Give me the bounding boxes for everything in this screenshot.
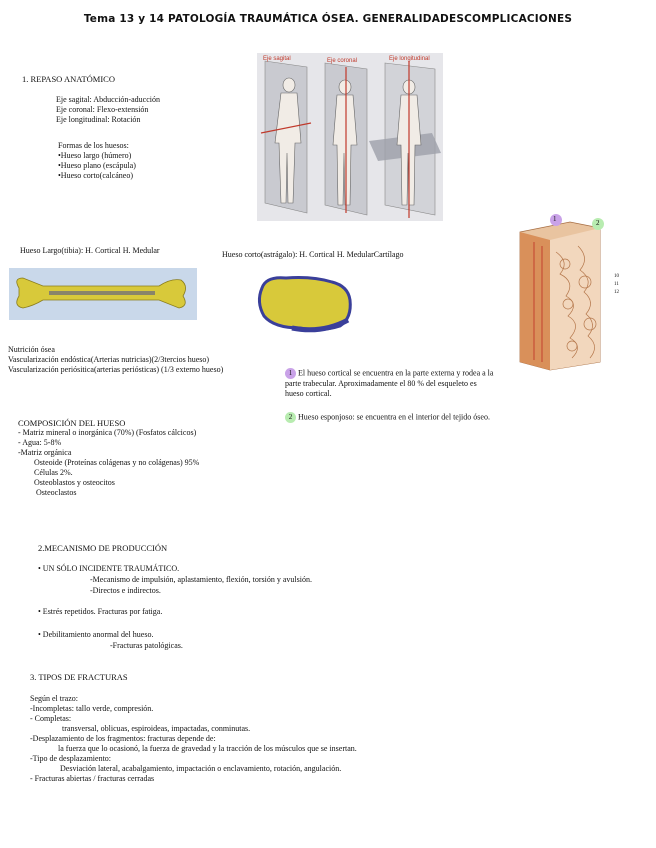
- note-cortical: [285, 368, 493, 399]
- note-badge-1: 1: [285, 368, 296, 379]
- nutricion-periostica: Vascularización periósitica(arterias periósticas) (1/3 externo hueso): [8, 365, 224, 374]
- forma-corto: •Hueso corto(calcáneo): [58, 171, 133, 180]
- diagram-label-10: 10: [614, 274, 619, 279]
- note-esponjoso: [285, 412, 490, 423]
- formas-list: [58, 141, 136, 181]
- diagram-label-11: 11: [614, 282, 619, 287]
- nutricion-heading: Nutrición ósea: [8, 345, 55, 354]
- composicion-heading: COMPOSICIÓN DEL HUESO: [18, 418, 126, 428]
- composicion-line-3: -Matriz orgánica: [18, 448, 72, 457]
- tipos-line-8: Desviación lateral, acabalgamiento, impactación o enclavamiento, rotación, angulación.: [60, 764, 342, 773]
- bone-structure-diagram: [510, 212, 628, 374]
- diagram-label-1: 1: [553, 215, 557, 223]
- short-bone-caption: Hueso corto(astrágalo): H. Cortical H. MedularCartílago: [222, 250, 404, 259]
- formas-heading: Formas de los huesos:: [58, 141, 129, 150]
- diagram-label-12: 12: [614, 290, 619, 295]
- long-bone-figure: [9, 268, 197, 320]
- note-cortical-line-3: hueso cortical.: [285, 389, 332, 398]
- tipos-list: [30, 694, 357, 784]
- note-esponjoso-text: Hueso esponjoso: se encuentra en el interior del tejido óseo.: [298, 412, 490, 422]
- tipos-line-3: - Completas:: [30, 714, 72, 723]
- ejes-list: [56, 95, 160, 125]
- long-bone-caption: Hueso Largo(tibia): H. Cortical H. Medular: [20, 246, 160, 255]
- mecanismo-b3: • Debilitamiento anormal del hueso.: [38, 630, 154, 639]
- note-cortical-line-2: parte trabecular. Aproximadamente el 80 % del esqueleto es: [285, 379, 477, 388]
- eje-longitudinal: Eje longitudinal: Rotación: [56, 115, 141, 124]
- mecanismo-b1-sub2: -Directos e indirectos.: [90, 586, 161, 595]
- composicion-sub-2: Células 2%.: [34, 468, 73, 477]
- composicion-sub-4: Osteoclastos: [36, 488, 77, 497]
- plane-label-sagital: Eje sagital: [263, 56, 291, 62]
- anatomical-planes-figure: [257, 53, 443, 221]
- mecanismo-b1: • UN SÓLO INCIDENTE TRAUMÁTICO.: [38, 564, 180, 573]
- eje-coronal: Eje coronal: Flexo-extensión: [56, 105, 149, 114]
- tipos-line-4: transversal, oblicuas, espiroideas, impactadas, conminutas.: [62, 724, 251, 733]
- tipos-line-2: -Incompletas: tallo verde, compresión.: [30, 704, 154, 713]
- composicion-line-1: - Matriz mineral o inorgánica (70%) (Fosfatos cálcicos): [18, 428, 197, 437]
- composicion-line-2: - Agua: 5-8%: [18, 438, 62, 447]
- section1-heading: 1. REPASO ANATÓMICO: [22, 74, 115, 84]
- tipos-line-7: -Tipo de desplazamiento:: [30, 754, 112, 763]
- short-bone-figure: [252, 268, 374, 338]
- composicion-sub-3: Osteoblastos y osteocitos: [34, 478, 115, 487]
- tipos-line-1: Según el trazo:: [30, 694, 78, 703]
- section2-heading: 2.MECANISMO DE PRODUCCIÓN: [38, 543, 168, 553]
- section3-heading: 3. TIPOS DE FRACTURAS: [30, 672, 128, 682]
- nutricion-endostica: Vascularización endóstica(Arterias nutricias)(2/3tercios hueso): [8, 355, 210, 364]
- eje-sagital: Eje sagital: Abducción-aducción: [56, 95, 160, 104]
- composicion-sub-1: Osteoide (Proteínas colágenas y no colágenas) 95%: [34, 458, 200, 467]
- forma-largo: •Hueso largo (húmero): [58, 151, 132, 160]
- note-cortical-line-1: El hueso cortical se encuentra en la parte externa y rodea a la: [298, 368, 494, 378]
- note-badge-2: 2: [285, 412, 296, 423]
- mecanismo-b2: • Estrés repetidos. Fracturas por fatiga.: [38, 607, 163, 616]
- forma-plano: •Hueso plano (escápula): [58, 161, 136, 170]
- page-title: Tema 13 y 14 PATOLOGÍA TRAUMÁTICA ÓSEA. GENERALIDADESCOMPLICACIONES: [83, 13, 573, 25]
- tipos-line-6: la fuerza que lo ocasionó, la fuerza de gravedad y la tracción de los músculos que se insertan.: [58, 744, 357, 753]
- nutricion-block: [8, 345, 223, 375]
- composicion-block: [18, 418, 199, 498]
- plane-label-longitudinal: Eje longitudinal: [389, 56, 430, 62]
- mecanismo-b3-sub: -Fracturas patológicas.: [110, 641, 183, 650]
- tipos-line-5: -Desplazamiento de los fragmentos: fracturas depende de:: [30, 734, 216, 743]
- diagram-label-2: 2: [596, 219, 600, 227]
- plane-label-coronal: Eje coronal: [327, 58, 358, 64]
- tipos-line-9: - Fracturas abiertas / fracturas cerradas: [30, 774, 155, 783]
- mecanismo-b1-sub1: -Mecanismo de impulsión, aplastamiento, flexión, torsión y avulsión.: [90, 575, 312, 584]
